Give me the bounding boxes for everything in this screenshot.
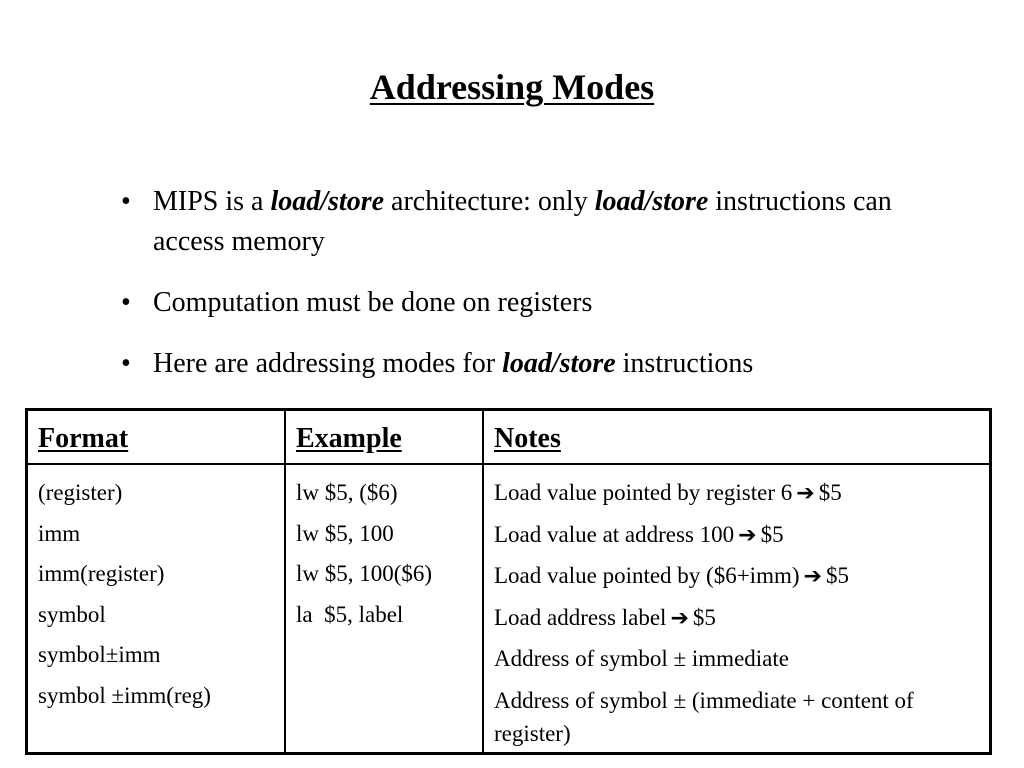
- right-arrow-icon: ➔: [738, 522, 757, 548]
- bullet-item: [118, 283, 938, 323]
- bullet-list: [118, 182, 938, 405]
- emphasized-term: load/store: [594, 186, 709, 217]
- right-arrow-icon: ➔: [796, 481, 815, 506]
- notes-text: Address of symbol ± (immediate + content of register): [494, 687, 914, 746]
- notes-text: Address of symbol ± immediate: [494, 646, 789, 671]
- right-arrow-icon: ➔: [670, 605, 689, 631]
- notes-cell: [494, 680, 979, 750]
- right-arrow-icon: ➔: [803, 564, 822, 589]
- bullet-text: Computation must be done on registers: [153, 287, 593, 318]
- example-column: [285, 464, 483, 753]
- notes-text: Load address label: [494, 604, 667, 630]
- bullet-text: architecture: only: [384, 186, 595, 217]
- emphasized-term: load/store: [502, 348, 616, 379]
- format-cell: symbol±imm: [38, 642, 161, 667]
- example-cell: lw $5, 100($6): [296, 561, 433, 586]
- example-cell: lw $5, 100: [296, 520, 394, 546]
- bullet-item: [118, 344, 938, 384]
- format-column: [27, 464, 286, 753]
- notes-cell: [494, 639, 979, 680]
- notes-result: $5: [818, 480, 842, 505]
- notes-cell: [494, 598, 979, 640]
- addressing-modes-table: [25, 408, 992, 755]
- notes-cell: [494, 556, 979, 598]
- bullet-text: instructions: [615, 348, 754, 379]
- header-example: Example: [285, 410, 483, 465]
- emphasized-term: load/store: [270, 186, 385, 217]
- example-cell: lw $5, ($6): [296, 480, 398, 505]
- bullet-dot-icon: •: [121, 348, 131, 379]
- table-body-row: [27, 464, 991, 753]
- notes-text: Load value pointed by ($6+imm): [494, 563, 800, 588]
- example-cell: la $5, label: [296, 601, 404, 627]
- notes-result: $5: [825, 563, 849, 588]
- bullet-dot-icon: •: [121, 186, 131, 217]
- bullet-text: Here are addressing modes for: [153, 348, 503, 379]
- notes-column: [483, 464, 991, 753]
- notes-cell: [494, 515, 979, 557]
- bullet-item: [118, 182, 938, 262]
- slide-title: Addressing Modes: [369, 67, 655, 107]
- notes-result: $5: [692, 604, 716, 630]
- format-cell: symbol ±imm(reg): [38, 682, 211, 708]
- notes-text: Load value at address 100: [494, 521, 735, 547]
- table-header-row: [27, 410, 991, 465]
- bullet-dot-icon: •: [121, 287, 131, 318]
- notes-result: $5: [760, 521, 784, 547]
- format-cell: (register): [38, 480, 123, 505]
- notes-text: Load value pointed by register 6: [494, 480, 793, 505]
- notes-cell: [494, 473, 979, 515]
- bullet-text: instructions can access memory: [153, 186, 892, 257]
- format-cell: symbol: [38, 601, 106, 627]
- bullet-text: MIPS is a: [153, 186, 271, 217]
- header-notes: Notes: [483, 410, 991, 465]
- header-format: Format: [27, 410, 286, 465]
- format-cell: imm: [38, 520, 81, 546]
- format-cell: imm(register): [38, 561, 165, 586]
